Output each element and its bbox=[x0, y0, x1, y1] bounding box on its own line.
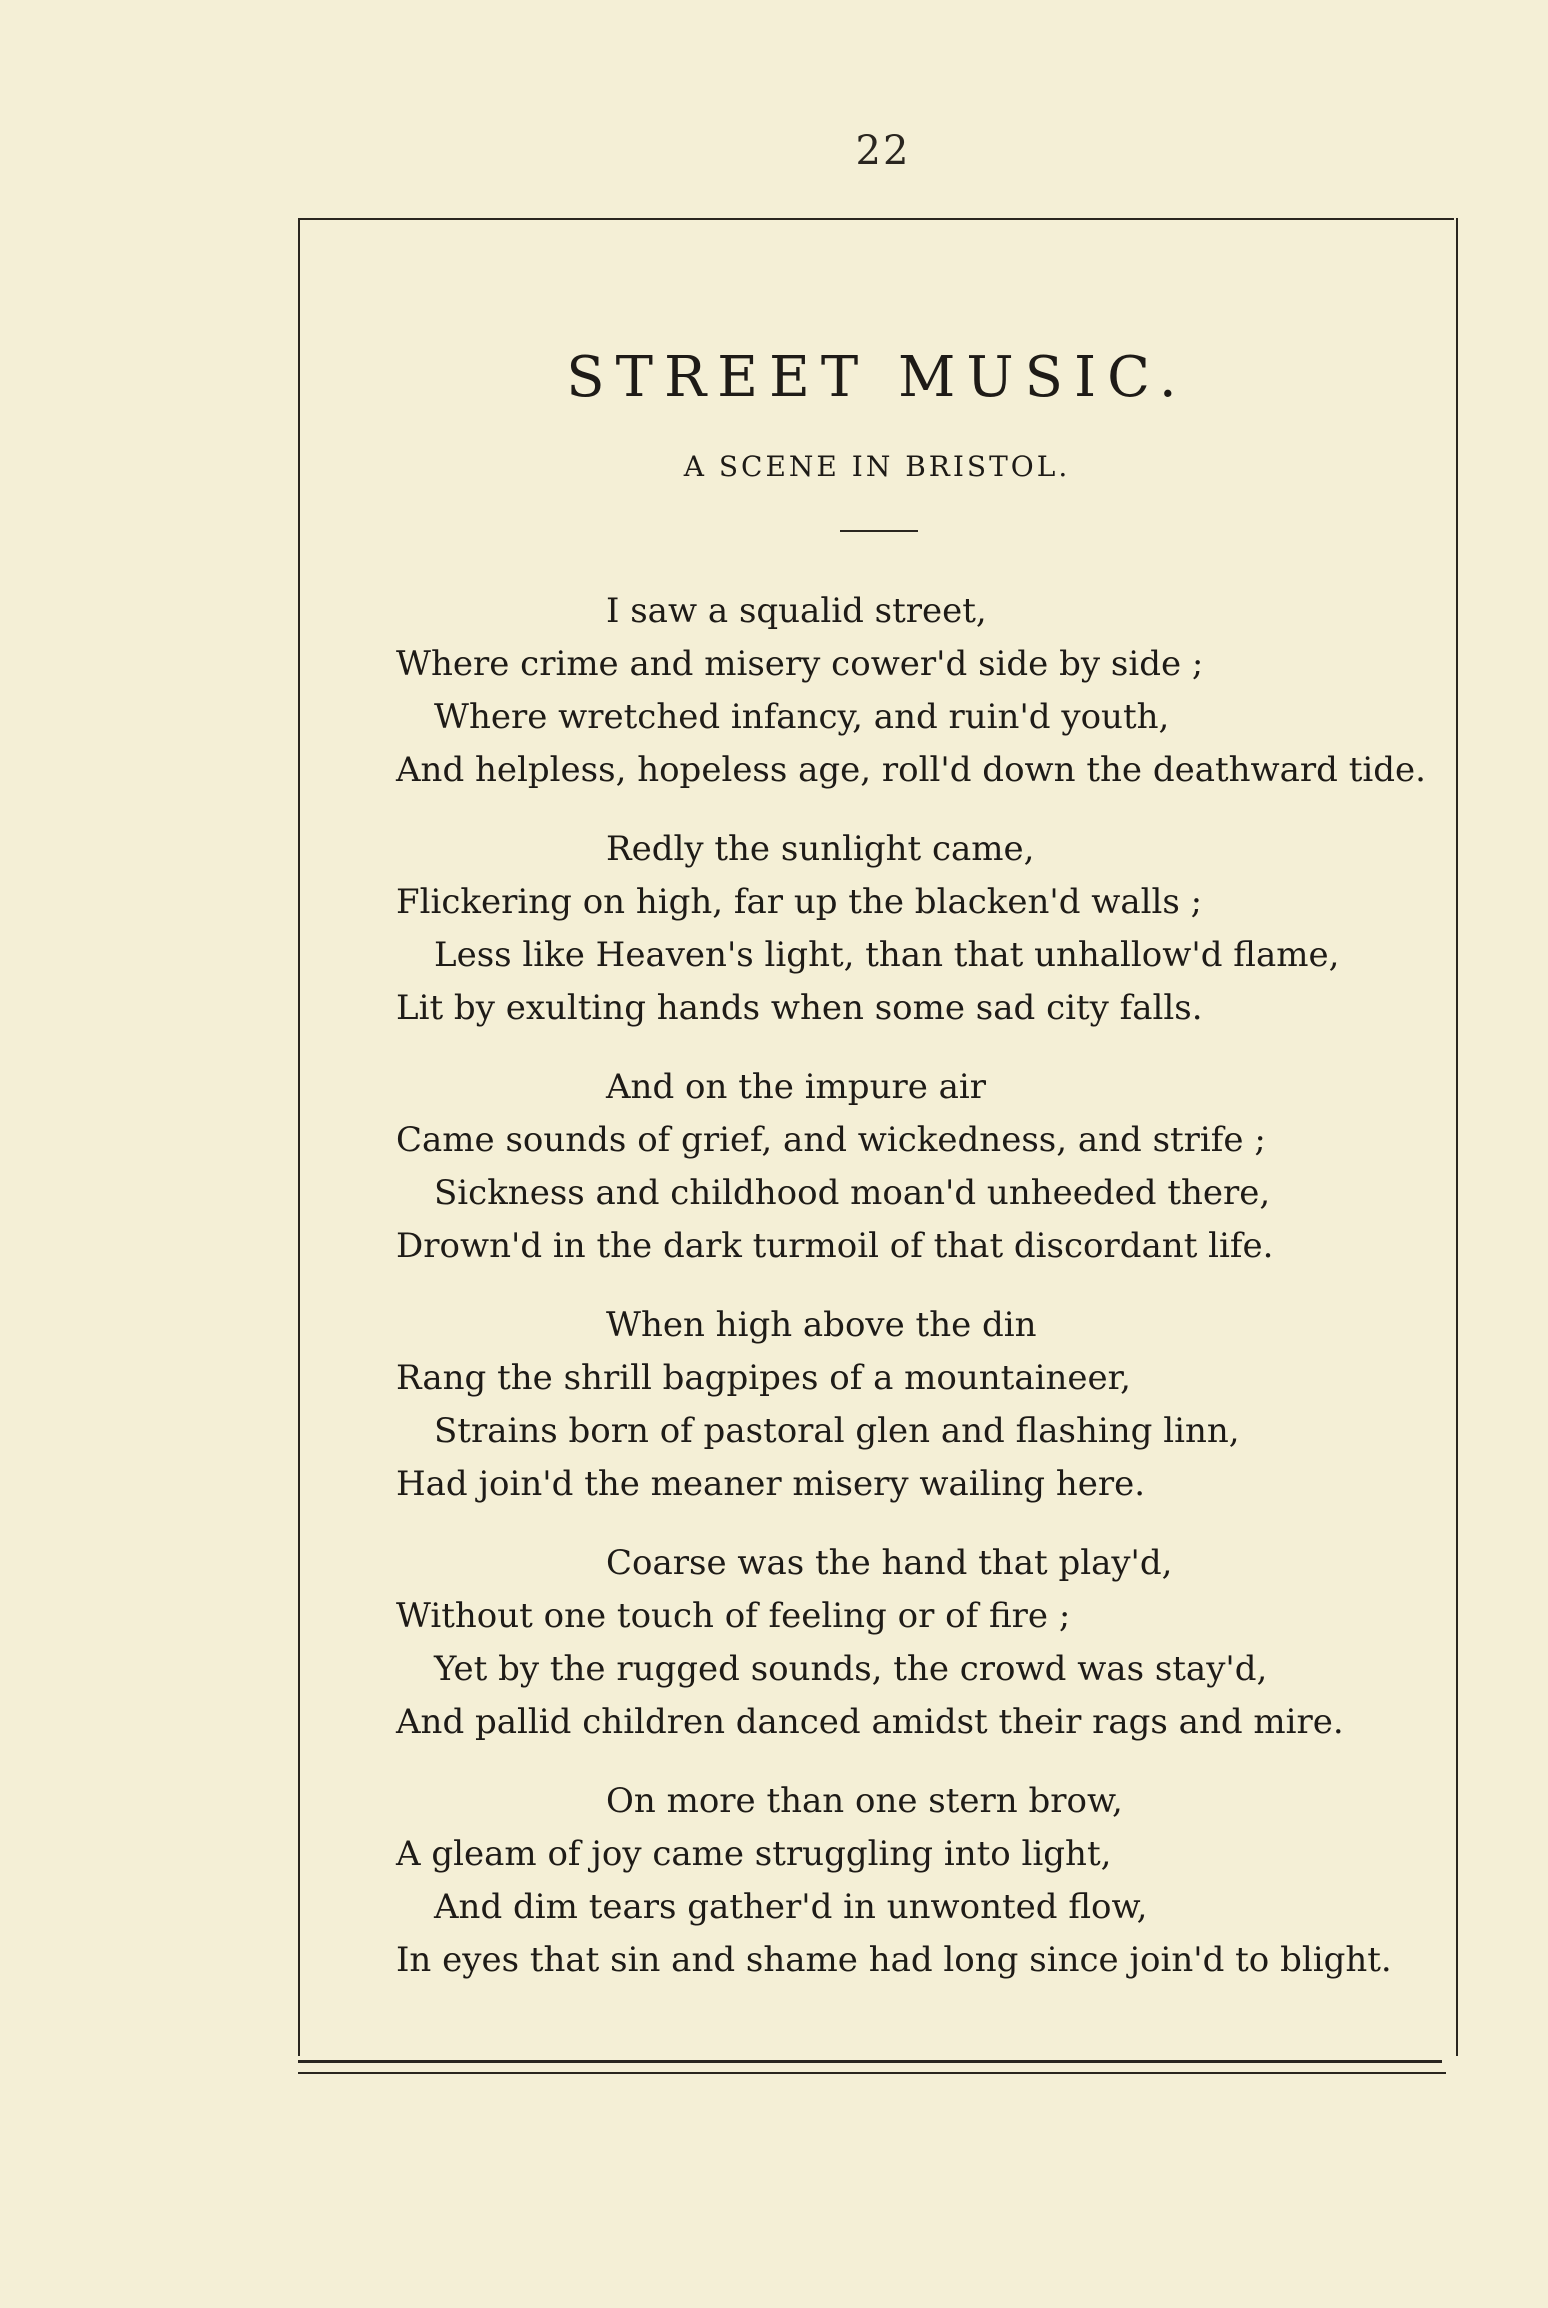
stanza-6 bbox=[396, 1775, 1446, 1987]
title-divider bbox=[840, 530, 918, 532]
stanza-3 bbox=[396, 1061, 1446, 1273]
poem-title: STREET MUSIC. bbox=[566, 345, 1188, 410]
frame-bottom-rule-outer bbox=[298, 2072, 1446, 2074]
poem-line: Strains born of pastoral glen and flashing linn, bbox=[434, 1411, 1240, 1451]
poem-line: Coarse was the hand that play'd, bbox=[606, 1543, 1173, 1583]
page-number: 22 bbox=[855, 128, 911, 174]
poem-line: Sickness and childhood moan'd unheeded there, bbox=[434, 1173, 1271, 1213]
stanza-1 bbox=[396, 585, 1446, 797]
poem-line: A gleam of joy came struggling into light, bbox=[396, 1834, 1112, 1874]
poem-line: Redly the sunlight came, bbox=[606, 829, 1035, 869]
stanza-4 bbox=[396, 1299, 1446, 1511]
poem-line: And pallid children danced amidst their rags and mire. bbox=[396, 1702, 1344, 1742]
poem-line: Lit by exulting hands when some sad city falls. bbox=[396, 988, 1203, 1028]
poem-line: On more than one stern brow, bbox=[606, 1781, 1123, 1821]
poem-subtitle: A SCENE IN BRISTOL. bbox=[683, 450, 1071, 483]
poem-line: And dim tears gather'd in unwonted flow, bbox=[434, 1887, 1148, 1927]
poem-line: When high above the din bbox=[606, 1305, 1037, 1345]
poem-body bbox=[396, 585, 1446, 2013]
poem-line: I saw a squalid street, bbox=[606, 591, 987, 631]
frame-bottom-rule bbox=[298, 2060, 1442, 2063]
stanza-2 bbox=[396, 823, 1446, 1035]
poem-line: Drown'd in the dark turmoil of that discordant life. bbox=[396, 1226, 1274, 1266]
poem-line: Where wretched infancy, and ruin'd youth, bbox=[434, 697, 1170, 737]
poem-line: And helpless, hopeless age, roll'd down the deathward tide. bbox=[396, 750, 1426, 790]
poem-line: Without one touch of feeling or of fire ; bbox=[396, 1596, 1071, 1636]
poem-line: Where crime and misery cower'd side by side ; bbox=[396, 644, 1204, 684]
poem-line: Rang the shrill bagpipes of a mountaineer, bbox=[396, 1358, 1131, 1398]
stanza-5 bbox=[396, 1537, 1446, 1749]
poem-line: Yet by the rugged sounds, the crowd was stay'd, bbox=[434, 1649, 1268, 1689]
frame-top-rule bbox=[298, 218, 1454, 220]
poem-line: In eyes that sin and shame had long since join'd to blight. bbox=[396, 1940, 1392, 1980]
poem-line: Had join'd the meaner misery wailing here. bbox=[396, 1464, 1146, 1504]
poem-line: Came sounds of grief, and wickedness, and strife ; bbox=[396, 1120, 1266, 1160]
poem-line: Flickering on high, far up the blacken'd walls ; bbox=[396, 882, 1203, 922]
poem-line: And on the impure air bbox=[606, 1067, 987, 1107]
poem-line: Less like Heaven's light, than that unhallow'd flame, bbox=[434, 935, 1340, 975]
